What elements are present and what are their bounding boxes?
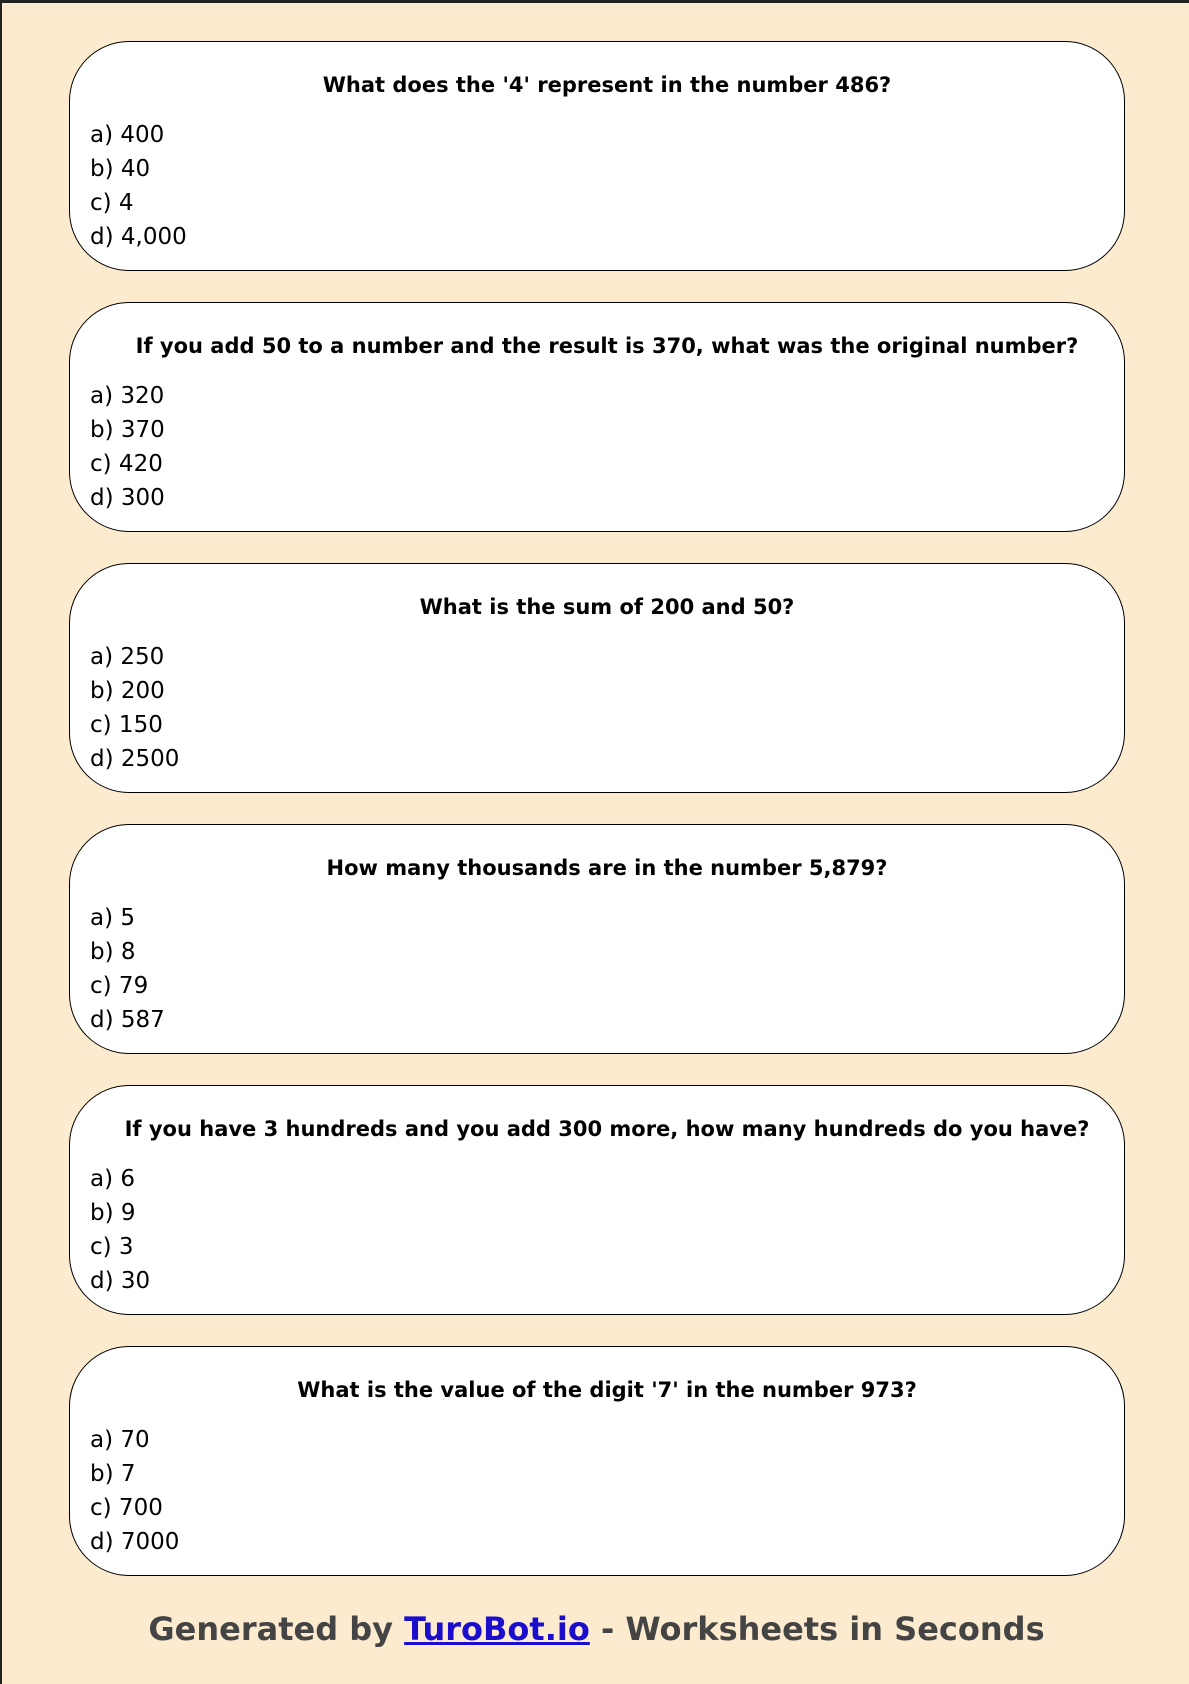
answer-options <box>90 118 1104 254</box>
option-c: c) 79 <box>90 973 149 999</box>
option-d: d) 300 <box>90 485 165 511</box>
option-c: c) 4 <box>90 190 134 216</box>
question-card-2 <box>69 302 1125 532</box>
option-a: a) 320 <box>90 383 165 409</box>
option-b: b) 370 <box>90 417 165 443</box>
option-a: a) 250 <box>90 644 165 670</box>
worksheet <box>69 41 1125 1607</box>
option-c: c) 150 <box>90 712 163 738</box>
option-d: d) 30 <box>90 1268 151 1294</box>
option-d: d) 7000 <box>90 1529 180 1555</box>
option-c: c) 700 <box>90 1495 163 1521</box>
option-a: a) 6 <box>90 1166 136 1192</box>
answer-options <box>90 1162 1104 1298</box>
option-c: c) 3 <box>90 1234 134 1260</box>
option-b: b) 8 <box>90 939 136 965</box>
option-a: a) 70 <box>90 1427 150 1453</box>
question-card-1 <box>69 41 1125 271</box>
option-d: d) 4,000 <box>90 224 187 250</box>
option-b: b) 9 <box>90 1200 136 1226</box>
answer-options <box>90 901 1104 1037</box>
answer-options <box>90 1423 1104 1559</box>
answer-options <box>90 640 1104 776</box>
option-b: b) 7 <box>90 1461 136 1487</box>
turobot-link[interactable]: TuroBot.io <box>404 1610 590 1648</box>
question-card-3 <box>69 563 1125 793</box>
question-card-6 <box>69 1346 1125 1576</box>
footer-prefix: Generated by <box>148 1610 405 1648</box>
question-text: What is the value of the digit '7' in the number 973? <box>297 1378 917 1402</box>
question-text: If you add 50 to a number and the result is 370, what was the original number? <box>135 334 1079 358</box>
question-text: If you have 3 hundreds and you add 300 more, how many hundreds do you have? <box>124 1117 1090 1141</box>
answer-options <box>90 379 1104 515</box>
option-d: d) 2500 <box>90 746 180 772</box>
option-a: a) 5 <box>90 905 136 931</box>
question-card-4 <box>69 824 1125 1054</box>
option-d: d) 587 <box>90 1007 165 1033</box>
option-a: a) 400 <box>90 122 165 148</box>
question-text: What does the '4' represent in the number 486? <box>322 73 892 97</box>
question-text: What is the sum of 200 and 50? <box>419 595 795 619</box>
footer-suffix: - Worksheets in Seconds <box>589 1610 1045 1648</box>
question-card-5 <box>69 1085 1125 1315</box>
question-text: How many thousands are in the number 5,879? <box>326 856 888 880</box>
footer <box>2 1610 1189 1648</box>
option-c: c) 420 <box>90 451 163 477</box>
option-b: b) 200 <box>90 678 165 704</box>
option-b: b) 40 <box>90 156 151 182</box>
